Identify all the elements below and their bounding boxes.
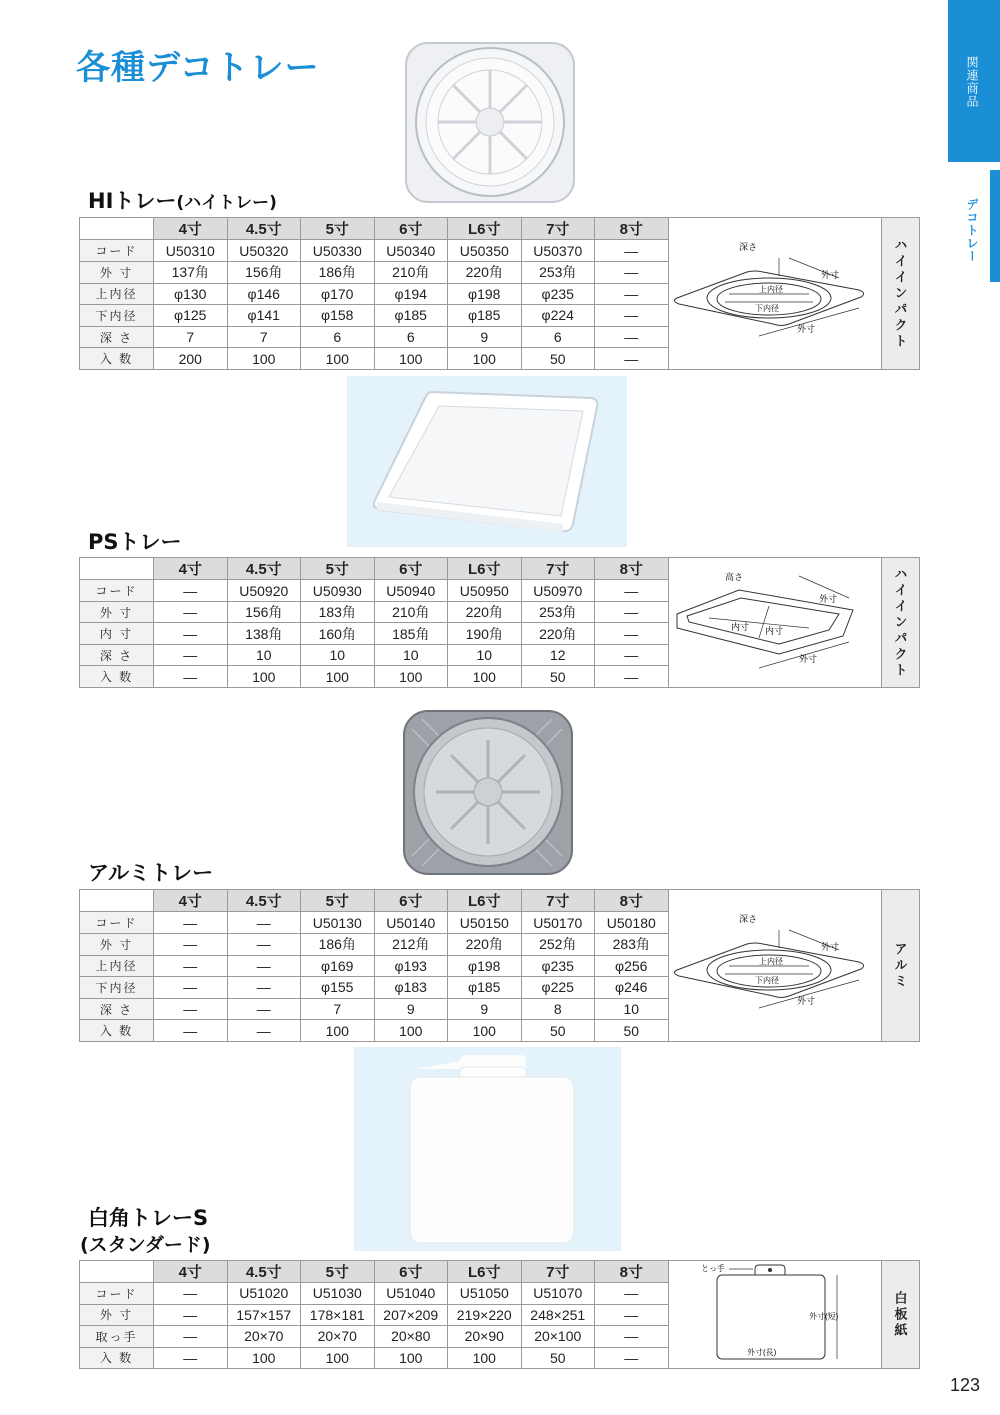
- diagram-short-label: 外寸(短): [809, 1312, 839, 1321]
- size-header: 6寸: [374, 890, 448, 912]
- alumi-tray-photo: [402, 709, 574, 876]
- diagram-height-label: 高さ: [725, 572, 744, 582]
- hi-tray-spec-table: [79, 217, 920, 370]
- white-tray-title: 白角トレーS: [88, 1206, 209, 1230]
- white-tray-material: 白板紙: [881, 1261, 919, 1369]
- table-row: 外 寸 137角 156角 186角 210角 220角 253角 —: [80, 261, 920, 283]
- size-header: L6寸: [448, 1261, 522, 1283]
- diagram-upper-label: 上内径: [759, 285, 783, 294]
- size-header: 5寸: [301, 1261, 375, 1283]
- diagram-inner-label: 内寸: [731, 622, 750, 632]
- size-header: 4.5寸: [227, 218, 301, 240]
- size-header: 4.5寸: [227, 558, 301, 580]
- diagram-outer-label: 外寸: [819, 594, 838, 604]
- size-header: 6寸: [374, 1261, 448, 1283]
- table-row: コード — U50920 U50930 U50940 U50950 U50970 —: [80, 580, 920, 602]
- hi-tray-diagram: [668, 218, 881, 370]
- diagram-lower-label: 下内径: [755, 976, 779, 985]
- table-row: 下内径 — — φ155 φ183 φ185 φ225 φ246: [80, 977, 920, 999]
- white-tray-subtitle: (スタンダード): [80, 1234, 211, 1256]
- diagram-lower-label: 下内径: [755, 304, 779, 313]
- size-header: 8寸: [595, 1261, 669, 1283]
- hi-tray-photo: [404, 41, 576, 204]
- size-header: 5寸: [301, 890, 375, 912]
- alumi-tray-spec-table: [79, 889, 920, 1042]
- size-header: 4寸: [154, 1261, 228, 1283]
- table-row: 入 数 — — 100 100 100 50 50: [80, 1020, 920, 1042]
- alumi-tray-diagram: [668, 890, 881, 1042]
- side-tab-related-products[interactable]: [948, 0, 1000, 162]
- diagram-upper-label: 上内径: [759, 957, 783, 966]
- diagram-handle-label: とっ手: [701, 1264, 725, 1273]
- table-row: 入 数 — 100 100 100 100 50 —: [80, 1347, 920, 1368]
- size-header: 8寸: [595, 218, 669, 240]
- diagram-long-label: 外寸(長): [747, 1348, 777, 1357]
- table-row: 下内径 φ125 φ141 φ158 φ185 φ185 φ224 —: [80, 305, 920, 327]
- diagram-inner2-label: 内寸: [765, 626, 784, 636]
- ps-tray-material: ハイインパクト: [881, 558, 919, 688]
- page-title: 各種デコトレー: [76, 48, 320, 88]
- table-row: 上内径 — — φ169 φ193 φ198 φ235 φ256: [80, 955, 920, 977]
- size-header: 8寸: [595, 558, 669, 580]
- table-row: 上内径 φ130 φ146 φ170 φ194 φ198 φ235 —: [80, 283, 920, 305]
- table-row: 外 寸 — 156角 183角 210角 220角 253角 —: [80, 601, 920, 623]
- ps-tray-spec-table: [79, 557, 920, 688]
- ps-tray-title: PSトレー: [88, 530, 182, 554]
- table-row: 入 数 — 100 100 100 100 50 —: [80, 666, 920, 688]
- table-row: コード — — U50130 U50140 U50150 U50170 U50180: [80, 912, 920, 934]
- ps-tray-photo: [347, 376, 627, 547]
- white-tray-spec-table: [79, 1260, 920, 1369]
- size-header: 7寸: [521, 1261, 595, 1283]
- size-header: 7寸: [521, 218, 595, 240]
- size-header: 4.5寸: [227, 1261, 301, 1283]
- size-header: 7寸: [521, 890, 595, 912]
- table-row: 外 寸 — 157×157 178×181 207×209 219×220 248×251 —: [80, 1304, 920, 1325]
- page-number: 123: [949, 1375, 980, 1395]
- side-tab-label: 関連商品: [965, 56, 979, 108]
- size-header: 4寸: [154, 890, 228, 912]
- size-header: 8寸: [595, 890, 669, 912]
- hi-tray-material: ハイインパクト: [881, 218, 919, 370]
- table-row: 深 さ 7 7 6 6 9 6 —: [80, 326, 920, 348]
- table-row: 取っ手 — 20×70 20×70 20×80 20×90 20×100 —: [80, 1326, 920, 1347]
- alumi-tray-title: アルミトレー: [88, 861, 214, 885]
- size-header: 6寸: [374, 218, 448, 240]
- side-tab-deco-tray[interactable]: デコトレー: [965, 198, 979, 263]
- table-row: コード — U51020 U51030 U51040 U51050 U51070 —: [80, 1283, 920, 1304]
- side-tab-marker: [990, 170, 1000, 282]
- table-row: 深 さ — 10 10 10 10 12 —: [80, 644, 920, 666]
- diagram-outer-label: 外寸: [821, 942, 840, 952]
- table-row: 入 数 200 100 100 100 100 50 —: [80, 348, 920, 370]
- size-header: 7寸: [521, 558, 595, 580]
- size-header: 4寸: [154, 558, 228, 580]
- table-row: 深 さ — — 7 9 9 8 10: [80, 998, 920, 1020]
- diagram-outer2-label: 外寸: [799, 654, 818, 664]
- hi-tray-title: HIトレー(ハイトレー): [88, 189, 277, 213]
- size-header: 4.5寸: [227, 890, 301, 912]
- size-header: 5寸: [301, 558, 375, 580]
- size-header: 4寸: [154, 218, 228, 240]
- diagram-depth-label: 深さ: [739, 242, 758, 252]
- size-header: L6寸: [448, 890, 522, 912]
- size-header: 6寸: [374, 558, 448, 580]
- table-row: 外 寸 — — 186角 212角 220角 252角 283角: [80, 933, 920, 955]
- diagram-outer2-label: 外寸: [797, 996, 816, 1006]
- size-header: L6寸: [448, 218, 522, 240]
- size-header: L6寸: [448, 558, 522, 580]
- diagram-depth-label: 深さ: [739, 914, 758, 924]
- table-row: 内 寸 — 138角 160角 185角 190角 220角 —: [80, 623, 920, 645]
- diagram-outer-label: 外寸: [821, 270, 840, 280]
- table-row: コード U50310 U50320 U50330 U50340 U50350 U50370 —: [80, 240, 920, 262]
- diagram-outer2-label: 外寸: [797, 324, 816, 334]
- ps-tray-diagram: [668, 558, 881, 688]
- white-tray-diagram: [668, 1261, 881, 1369]
- white-tray-photo: [354, 1047, 621, 1251]
- alumi-tray-material: アルミ: [881, 890, 919, 1042]
- size-header: 5寸: [301, 218, 375, 240]
